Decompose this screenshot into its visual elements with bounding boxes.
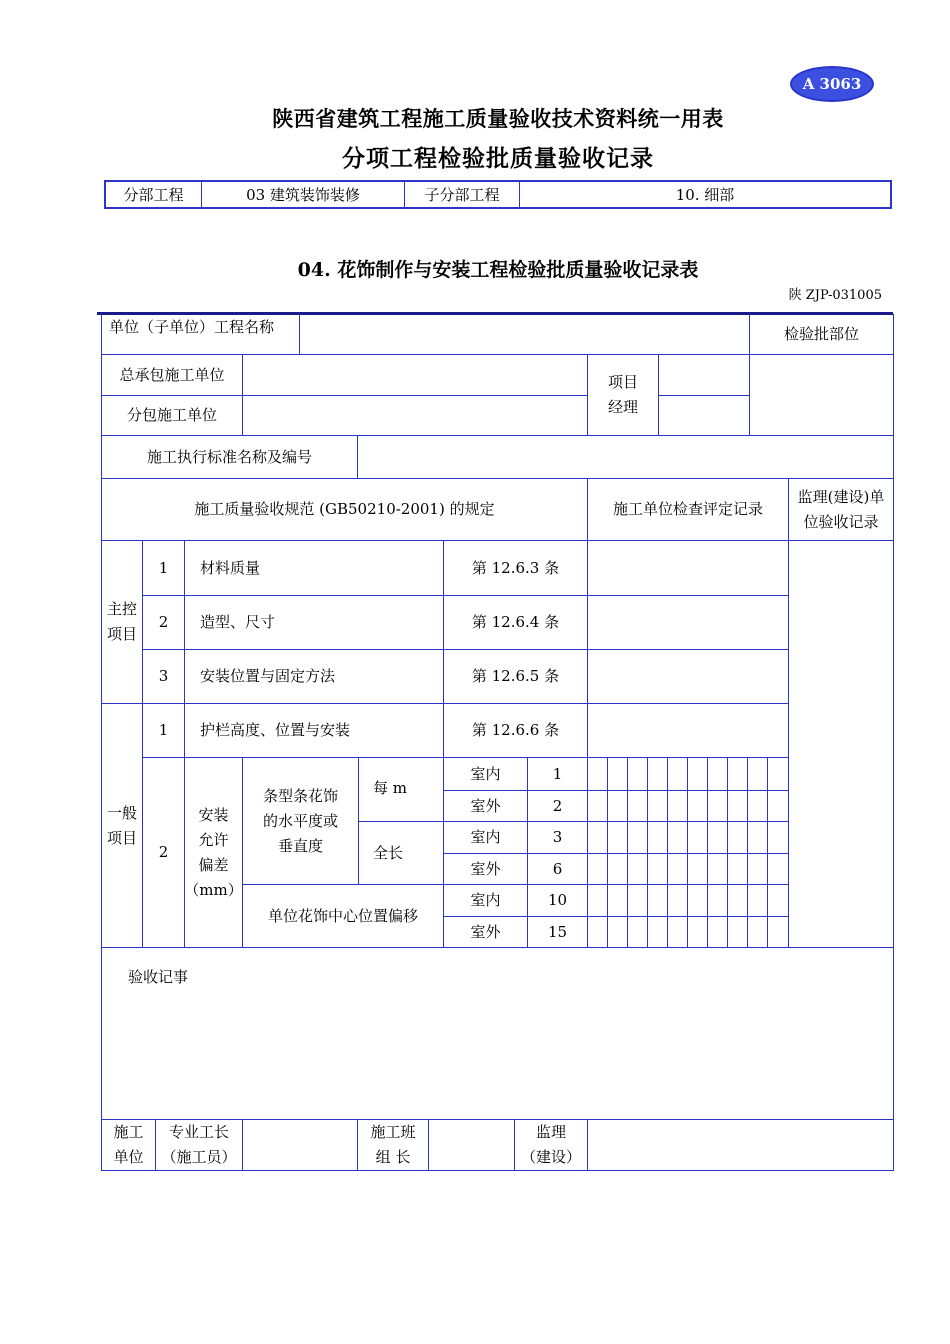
division-table — [104, 180, 892, 209]
main-item-name: 安装位置与固定方法 — [200, 667, 336, 685]
tolerance-value: 2 — [552, 796, 563, 815]
main-item-clause: 第 12.6.4 条 — [471, 613, 560, 631]
general-item-clause: 第 12.6.6 条 — [471, 721, 560, 739]
tolerance-value: 6 — [552, 859, 563, 878]
tolerance-place: 室内 — [470, 891, 501, 909]
form-code: 陕 ZJP-031005 — [788, 288, 882, 303]
general-item-name: 护栏高度、位置与安装 — [200, 721, 351, 739]
tolerance-place: 室外 — [470, 796, 501, 815]
team-leader-label: 施工班 组 长 — [370, 1123, 416, 1166]
spec-header: 施工质量验收规范 (GB50210-2001) 的规定 — [194, 500, 495, 518]
tolerance-place: 室内 — [470, 764, 501, 783]
main-item-no: 2 — [158, 613, 169, 631]
main-item-name: 材料质量 — [200, 558, 261, 577]
inspection-lot-part-label: 检验批部位 — [783, 325, 859, 343]
strip-ornament-label: 条型条花饰 的水平度或 垂直度 — [262, 786, 338, 855]
standard-name-label: 施工执行标准名称及编号 — [146, 447, 312, 466]
full-length-label: 全长 — [373, 843, 404, 862]
general-contractor-label: 总承包施工单位 — [119, 365, 225, 384]
supervisor-accept-header: 监理(建设)单 位验收记录 — [797, 487, 885, 531]
subdivision-label: 子分部工程 — [405, 182, 520, 207]
tolerance-value: 1 — [552, 764, 563, 783]
construction-unit-label: 施工 单位 — [113, 1123, 144, 1166]
division-label: 分部工程 — [106, 182, 202, 207]
main-item-no: 3 — [158, 667, 169, 685]
document-title: 陕西省建筑工程施工质量验收技术资料统一用表 — [272, 106, 724, 131]
record-title: 分项工程检验批质量验收记录 — [342, 145, 654, 172]
tolerance-value: 15 — [547, 922, 568, 941]
general-item-no: 2 — [158, 843, 169, 861]
center-offset-label: 单位花饰中心位置偏移 — [267, 906, 418, 925]
foreman-label: 专业工长 （施工员） — [161, 1123, 237, 1166]
division-value: 03 建筑装饰装修 — [202, 182, 405, 207]
tolerance-place: 室外 — [470, 922, 501, 941]
form-number-badge: A 3063 — [790, 66, 874, 102]
tolerance-value: 10 — [547, 891, 568, 909]
subcontractor-label: 分包施工单位 — [126, 406, 217, 424]
tolerance-value: 3 — [552, 828, 563, 846]
main-control-label: 主控 项目 — [106, 600, 137, 643]
project-manager-label: 项目 经理 — [607, 373, 638, 416]
deviation-label: 安装 允许 偏差 （mm） — [184, 805, 243, 899]
main-item-no: 1 — [158, 558, 169, 577]
general-item-no: 1 — [158, 721, 169, 739]
contractor-check-header: 施工单位检查评定记录 — [612, 500, 763, 518]
general-items-label: 一般 项目 — [106, 803, 137, 847]
tolerance-place: 室外 — [470, 859, 501, 878]
tolerance-place: 室内 — [470, 828, 501, 846]
main-item-name: 造型、尺寸 — [200, 613, 276, 631]
main-item-clause: 第 12.6.5 条 — [471, 667, 560, 685]
unit-project-name-label: 单位（子单位）工程名称 — [109, 317, 275, 336]
per-meter-label: 每 m — [373, 779, 407, 797]
acceptance-notes-label: 验收记事 — [128, 968, 189, 986]
form-subtitle: 04. 花饰制作与安装工程检验批质量验收记录表 — [297, 259, 699, 281]
supervisor-label: 监理 （建设） — [520, 1123, 581, 1166]
subdivision-value: 10. 细部 — [675, 186, 735, 204]
main-item-clause: 第 12.6.3 条 — [471, 558, 560, 577]
